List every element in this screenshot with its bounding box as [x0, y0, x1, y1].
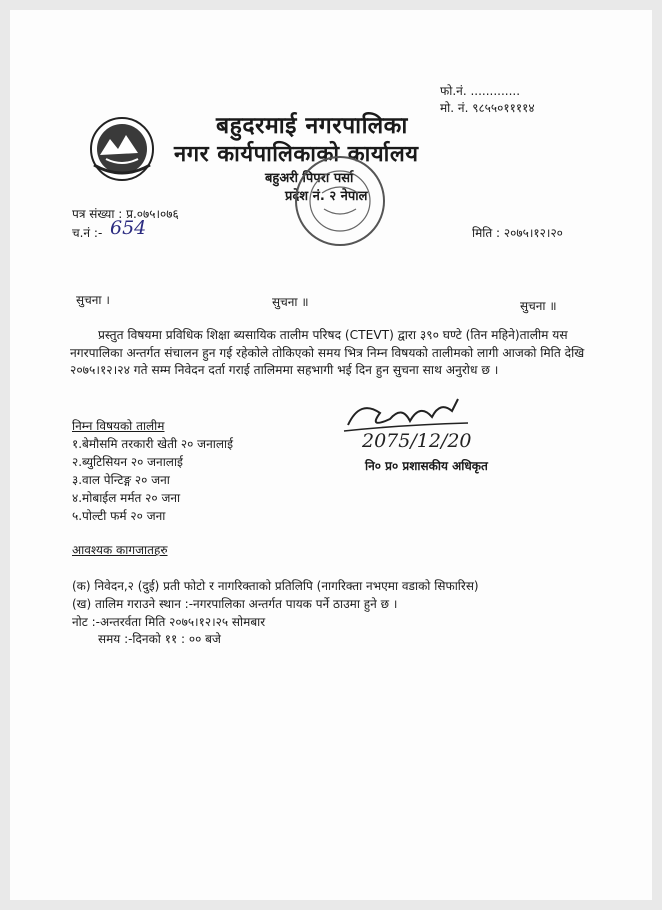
interview-note: नोट :-अन्तरर्वता मिति २०७५।१२।२५ सोमबार — [72, 615, 266, 629]
reference-number: पत्र संख्या : प्र.०७५।०७६ — [72, 207, 179, 221]
dispatch-label: च.नं :- — [72, 226, 103, 240]
mobile-label: मो. नं. ९८५५०११११४ — [440, 101, 535, 115]
document-item: (क) निवेदन,२ (दुई) प्रती फोटो र नागरिक्ताको प्रतिलिपि (नागरिक्ता नभएमा वडाको सिफारिस) — [72, 579, 479, 593]
office-stamp — [292, 153, 388, 249]
training-item: १.बेमौसमि तरकारी खेती २० जनालाई — [72, 437, 233, 451]
letter-date: मिति : २०७५।१२।२० — [472, 226, 563, 240]
notice-left: सुचना । — [76, 293, 110, 307]
office-address: बहुअरी पिपरा पर्सा — [265, 171, 354, 186]
training-item: २.ब्युटिसियन २० जनालाई — [72, 455, 183, 469]
signature-date-handwritten: 2075/12/20 — [362, 430, 472, 452]
interview-time: समय :-दिनको ११ : ०० बजे — [98, 632, 221, 646]
signatory-title: नि० प्र० प्रशासकीय अधिकृत — [365, 459, 488, 473]
notice-body: प्रस्तुत विषयमा प्रविधिक शिक्षा ब्यसायिक तालीम परिषद (CTEVT) द्वारा ३९० घण्टे (तिन महिने)तालीम यस नगरपालिका अन्तर्गत संचालन हुन गई रहेकोले तोकिएको समय भित्र निम्न विषयको तालीमको लागी आजको मिति देखि २०७५।१२।२४ गते सम्म निवेदन दर्ता गराई तालिममा सहभागी भई दिन हुन सुचना साथ अनुरोध छ । — [70, 328, 585, 377]
phone-label: फो.नं. ............. — [440, 84, 521, 98]
office-name: नगर कार्यपालिकाको कार्यालय — [174, 142, 419, 167]
trainings-heading: निम्न विषयको तालीम — [72, 419, 165, 433]
training-item: ३.वाल पेन्टिङ्ग २० जना — [72, 473, 170, 487]
documents-heading: आवश्यक कागजातहरु — [72, 543, 168, 557]
letter-page — [10, 10, 652, 900]
document-item: (ख) तालिम गराउने स्थान :-नगरपालिका अन्तर्गत पायक पर्ने ठाउमा हुने छ । — [72, 597, 398, 611]
training-item: ४.मोबाईल मर्मत २० जना — [72, 491, 181, 505]
dispatch-number-handwritten: 654 — [110, 217, 147, 239]
notice-center: सुचना ॥ — [272, 295, 309, 309]
org-name: बहुदरमाई नगरपालिका — [216, 113, 408, 139]
training-item: ५.पोल्टी फर्म २० जना — [72, 509, 166, 523]
notice-right: सुचना ॥ — [520, 299, 557, 313]
office-province: प्रदेश नं. २ नेपाल — [285, 189, 368, 204]
nepal-emblem-logo — [86, 115, 158, 183]
